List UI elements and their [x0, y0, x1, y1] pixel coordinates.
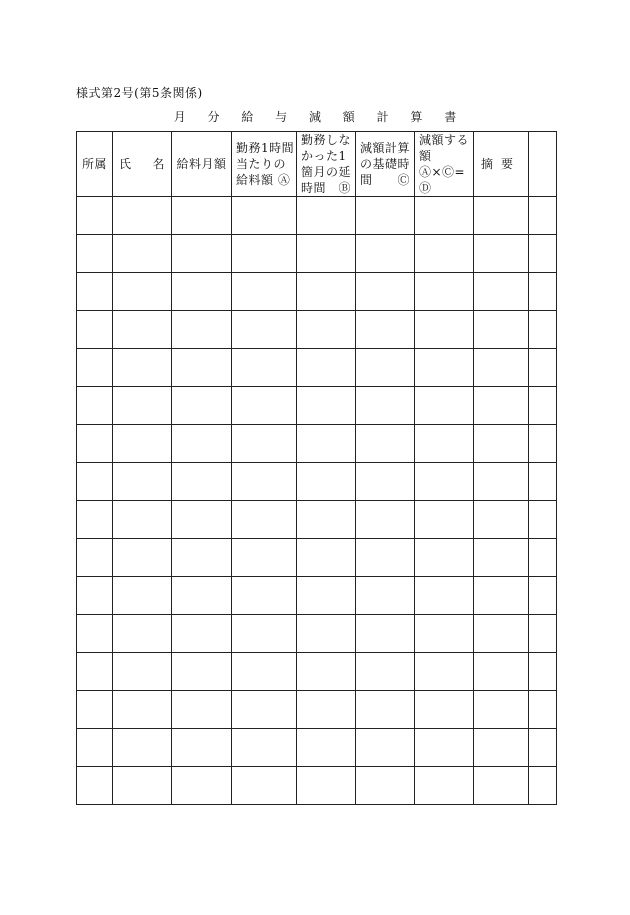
cell-monthly-salary[interactable]: [172, 691, 232, 729]
cell-basis-hours[interactable]: [356, 311, 415, 349]
cell-basis-hours[interactable]: [356, 577, 415, 615]
cell-remarks[interactable]: [474, 463, 529, 501]
header-remarks: 摘要: [474, 132, 529, 197]
cell-monthly-salary[interactable]: [172, 653, 232, 691]
cell-affiliation[interactable]: [77, 539, 113, 577]
cell-hours-absent[interactable]: [297, 691, 356, 729]
cell-affiliation[interactable]: [77, 197, 113, 235]
cell-hours-absent[interactable]: [297, 501, 356, 539]
cell-name[interactable]: [113, 235, 172, 273]
table-body: [77, 197, 557, 805]
cell-hourly-salary[interactable]: [232, 767, 297, 805]
cell-extra[interactable]: [529, 197, 557, 235]
cell-remarks[interactable]: [474, 539, 529, 577]
cell-extra[interactable]: [529, 577, 557, 615]
cell-remarks[interactable]: [474, 311, 529, 349]
cell-remarks[interactable]: [474, 501, 529, 539]
cell-monthly-salary[interactable]: [172, 425, 232, 463]
table-row: [77, 767, 557, 805]
cell-remarks[interactable]: [474, 235, 529, 273]
cell-reduction-amount[interactable]: [415, 653, 474, 691]
cell-monthly-salary[interactable]: [172, 197, 232, 235]
cell-basis-hours[interactable]: [356, 197, 415, 235]
cell-extra[interactable]: [529, 501, 557, 539]
cell-remarks[interactable]: [474, 653, 529, 691]
table-row: [77, 691, 557, 729]
cell-hours-absent[interactable]: [297, 615, 356, 653]
cell-hourly-salary[interactable]: [232, 691, 297, 729]
cell-name[interactable]: [113, 577, 172, 615]
cell-hours-absent[interactable]: [297, 235, 356, 273]
cell-basis-hours[interactable]: [356, 615, 415, 653]
table-row: [77, 615, 557, 653]
cell-hours-absent[interactable]: [297, 425, 356, 463]
header-monthly-salary: 給料月額: [172, 132, 232, 197]
cell-name[interactable]: [113, 691, 172, 729]
cell-reduction-amount[interactable]: [415, 235, 474, 273]
cell-remarks[interactable]: [474, 425, 529, 463]
salary-reduction-table: [76, 131, 557, 805]
cell-remarks[interactable]: [474, 615, 529, 653]
cell-affiliation[interactable]: [77, 691, 113, 729]
cell-reduction-amount[interactable]: [415, 539, 474, 577]
cell-monthly-salary[interactable]: [172, 729, 232, 767]
cell-extra[interactable]: [529, 463, 557, 501]
table-row: [77, 387, 557, 425]
cell-monthly-salary[interactable]: [172, 463, 232, 501]
document-title: 月 分 給 与 減 額 計 算 書: [173, 110, 466, 124]
cell-affiliation[interactable]: [77, 577, 113, 615]
cell-hours-absent[interactable]: [297, 311, 356, 349]
header-basis-hours: 減額計算 の基礎時 間 Ⓒ: [356, 132, 415, 197]
cell-basis-hours[interactable]: [356, 539, 415, 577]
cell-name[interactable]: [113, 425, 172, 463]
cell-remarks[interactable]: [474, 577, 529, 615]
cell-extra[interactable]: [529, 539, 557, 577]
cell-name[interactable]: [113, 463, 172, 501]
cell-name[interactable]: [113, 273, 172, 311]
cell-name[interactable]: [113, 615, 172, 653]
cell-hourly-salary[interactable]: [232, 235, 297, 273]
cell-basis-hours[interactable]: [356, 235, 415, 273]
cell-hourly-salary[interactable]: [232, 197, 297, 235]
cell-extra[interactable]: [529, 615, 557, 653]
cell-monthly-salary[interactable]: [172, 311, 232, 349]
cell-hourly-salary[interactable]: [232, 425, 297, 463]
cell-reduction-amount[interactable]: [415, 311, 474, 349]
table-row: [77, 311, 557, 349]
cell-extra[interactable]: [529, 729, 557, 767]
cell-basis-hours[interactable]: [356, 653, 415, 691]
cell-hourly-salary[interactable]: [232, 539, 297, 577]
cell-monthly-salary[interactable]: [172, 273, 232, 311]
cell-hourly-salary[interactable]: [232, 311, 297, 349]
cell-extra[interactable]: [529, 387, 557, 425]
cell-remarks[interactable]: [474, 197, 529, 235]
cell-remarks[interactable]: [474, 691, 529, 729]
cell-extra[interactable]: [529, 425, 557, 463]
cell-hours-absent[interactable]: [297, 653, 356, 691]
cell-monthly-salary[interactable]: [172, 349, 232, 387]
cell-hourly-salary[interactable]: [232, 273, 297, 311]
cell-name[interactable]: [113, 539, 172, 577]
cell-affiliation[interactable]: [77, 387, 113, 425]
header-extra: [529, 132, 557, 197]
cell-hourly-salary[interactable]: [232, 501, 297, 539]
cell-monthly-salary[interactable]: [172, 387, 232, 425]
cell-name[interactable]: [113, 197, 172, 235]
cell-basis-hours[interactable]: [356, 273, 415, 311]
cell-affiliation[interactable]: [77, 615, 113, 653]
cell-name[interactable]: [113, 767, 172, 805]
cell-remarks[interactable]: [474, 767, 529, 805]
cell-hourly-salary[interactable]: [232, 463, 297, 501]
table-row: [77, 539, 557, 577]
table-row: [77, 577, 557, 615]
cell-monthly-salary[interactable]: [172, 501, 232, 539]
header-reduction-amount: 減額する 額 Ⓐ×Ⓒ= Ⓓ: [415, 132, 474, 197]
cell-basis-hours[interactable]: [356, 729, 415, 767]
cell-affiliation[interactable]: [77, 235, 113, 273]
cell-basis-hours[interactable]: [356, 767, 415, 805]
cell-hours-absent[interactable]: [297, 577, 356, 615]
header-hours-absent: 勤務しな かった1 箇月の延 時間 Ⓑ: [297, 132, 356, 197]
cell-reduction-amount[interactable]: [415, 767, 474, 805]
cell-basis-hours[interactable]: [356, 387, 415, 425]
cell-affiliation[interactable]: [77, 273, 113, 311]
cell-reduction-amount[interactable]: [415, 425, 474, 463]
table-row: [77, 653, 557, 691]
cell-hours-absent[interactable]: [297, 729, 356, 767]
cell-remarks[interactable]: [474, 387, 529, 425]
cell-hours-absent[interactable]: [297, 197, 356, 235]
cell-hourly-salary[interactable]: [232, 349, 297, 387]
cell-reduction-amount[interactable]: [415, 501, 474, 539]
table-row: [77, 273, 557, 311]
cell-extra[interactable]: [529, 653, 557, 691]
cell-hours-absent[interactable]: [297, 273, 356, 311]
cell-extra[interactable]: [529, 311, 557, 349]
cell-hours-absent[interactable]: [297, 349, 356, 387]
cell-extra[interactable]: [529, 767, 557, 805]
cell-affiliation[interactable]: [77, 653, 113, 691]
cell-basis-hours[interactable]: [356, 349, 415, 387]
cell-affiliation[interactable]: [77, 767, 113, 805]
cell-reduction-amount[interactable]: [415, 691, 474, 729]
cell-name[interactable]: [113, 349, 172, 387]
cell-monthly-salary[interactable]: [172, 615, 232, 653]
table-row: [77, 197, 557, 235]
table-row: [77, 425, 557, 463]
form-number-label: 様式第2号(第5条関係): [76, 86, 203, 100]
cell-affiliation[interactable]: [77, 349, 113, 387]
cell-monthly-salary[interactable]: [172, 767, 232, 805]
cell-name[interactable]: [113, 729, 172, 767]
cell-extra[interactable]: [529, 691, 557, 729]
cell-reduction-amount[interactable]: [415, 577, 474, 615]
cell-reduction-amount[interactable]: [415, 197, 474, 235]
cell-affiliation[interactable]: [77, 311, 113, 349]
cell-affiliation[interactable]: [77, 425, 113, 463]
table-row: [77, 235, 557, 273]
cell-reduction-amount[interactable]: [415, 729, 474, 767]
cell-extra[interactable]: [529, 273, 557, 311]
cell-monthly-salary[interactable]: [172, 235, 232, 273]
header-affiliation: 所属: [77, 132, 113, 197]
cell-reduction-amount[interactable]: [415, 387, 474, 425]
cell-hourly-salary[interactable]: [232, 729, 297, 767]
header-hourly-salary: 勤務1時間 当たりの 給料額 Ⓐ: [232, 132, 297, 197]
cell-affiliation[interactable]: [77, 501, 113, 539]
cell-affiliation[interactable]: [77, 729, 113, 767]
cell-name[interactable]: [113, 501, 172, 539]
cell-monthly-salary[interactable]: [172, 539, 232, 577]
cell-hourly-salary[interactable]: [232, 577, 297, 615]
cell-name[interactable]: [113, 653, 172, 691]
cell-hours-absent[interactable]: [297, 539, 356, 577]
cell-extra[interactable]: [529, 349, 557, 387]
cell-reduction-amount[interactable]: [415, 349, 474, 387]
cell-name[interactable]: [113, 311, 172, 349]
cell-name[interactable]: [113, 387, 172, 425]
cell-basis-hours[interactable]: [356, 425, 415, 463]
cell-hourly-salary[interactable]: [232, 653, 297, 691]
cell-hours-absent[interactable]: [297, 387, 356, 425]
cell-hourly-salary[interactable]: [232, 615, 297, 653]
cell-hourly-salary[interactable]: [232, 387, 297, 425]
cell-reduction-amount[interactable]: [415, 273, 474, 311]
cell-basis-hours[interactable]: [356, 463, 415, 501]
cell-remarks[interactable]: [474, 273, 529, 311]
cell-reduction-amount[interactable]: [415, 615, 474, 653]
header-row: [77, 132, 557, 197]
header-name: 氏 名: [113, 132, 172, 197]
table-row: [77, 501, 557, 539]
cell-reduction-amount[interactable]: [415, 463, 474, 501]
cell-remarks[interactable]: [474, 729, 529, 767]
cell-basis-hours[interactable]: [356, 691, 415, 729]
table-row: [77, 349, 557, 387]
table-row: [77, 729, 557, 767]
cell-monthly-salary[interactable]: [172, 577, 232, 615]
cell-basis-hours[interactable]: [356, 501, 415, 539]
table-row: [77, 463, 557, 501]
cell-affiliation[interactable]: [77, 463, 113, 501]
cell-hours-absent[interactable]: [297, 767, 356, 805]
cell-extra[interactable]: [529, 235, 557, 273]
cell-remarks[interactable]: [474, 349, 529, 387]
cell-hours-absent[interactable]: [297, 463, 356, 501]
